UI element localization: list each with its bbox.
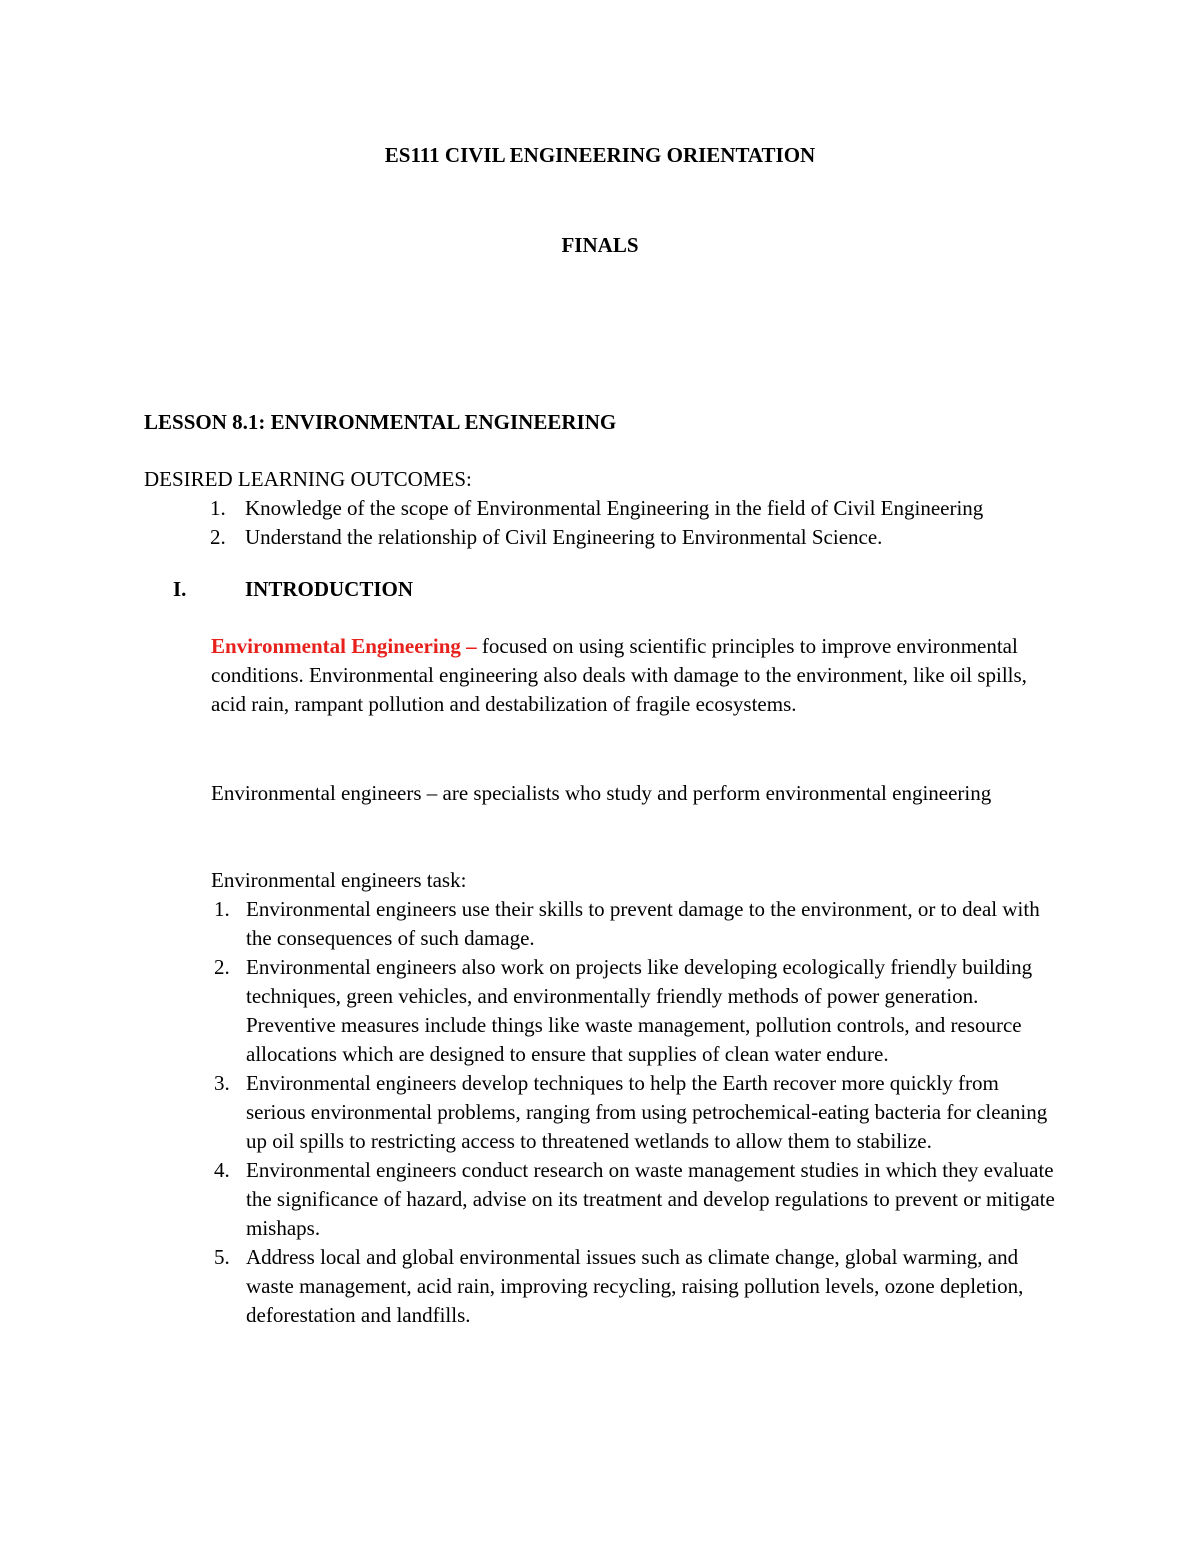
definition-term: Environmental Engineering – — [211, 634, 477, 658]
lesson-title: LESSON 8.1: ENVIRONMENTAL ENGINEERING — [144, 410, 617, 434]
definition-paragraph — [211, 632, 1041, 719]
outcome-item — [144, 523, 1104, 552]
task-text: Address local and global environmental issues such as climate change, global warming, and waste management, acid rain, improving recycling, raising pollution levels, ozone depletion, deforestation and landfills. — [246, 1245, 1024, 1327]
outcome-number: 2. — [210, 525, 226, 549]
definition-text: focused on using scientific principles to improve environmental conditions. Environmental engineering also deals with damage to the environment, like oil spills, acid rain, rampant pollution and destabilization of fragile ecosystems. — [211, 634, 1027, 716]
task-number: 3. — [214, 1071, 230, 1095]
task-text: Environmental engineers develop techniques to help the Earth recover more quickly from serious environmental problems, ranging from using petrochemical-eating bacteria for cleaning up oil spills to restricting access to threatened wetlands to allow them to stabilize. — [246, 1071, 1048, 1153]
course-title: ES111 CIVIL ENGINEERING ORIENTATION — [384, 143, 816, 167]
task-item — [211, 1156, 1061, 1243]
outcomes-list — [144, 494, 1104, 552]
outcome-item — [144, 494, 1104, 523]
task-number: 4. — [214, 1158, 230, 1182]
tasks-label: Environmental engineers task: — [211, 868, 467, 892]
outcomes-label: DESIRED LEARNING OUTCOMES: — [144, 467, 472, 491]
outcome-text: Knowledge of the scope of Environmental Engineering in the field of Civil Engineering — [245, 496, 984, 520]
engineers-definition: Environmental engineers – are specialists who study and perform environmental engineering — [211, 781, 992, 805]
section-title: INTRODUCTION — [245, 577, 414, 601]
task-item — [211, 1243, 1061, 1330]
task-text: Environmental engineers use their skills to prevent damage to the environment, or to deal with the consequences of such damage. — [246, 897, 1040, 950]
term-heading: FINALS — [561, 233, 639, 257]
task-item — [211, 953, 1061, 1069]
section-number: I. — [173, 577, 187, 601]
task-item — [211, 1069, 1061, 1156]
task-text: Environmental engineers conduct research on waste management studies in which they evaluate the significance of hazard, advise on its treatment and develop regulations to prevent or mitigate mishaps. — [246, 1158, 1055, 1240]
task-item — [211, 895, 1061, 953]
task-number: 5. — [214, 1245, 230, 1269]
task-number: 2. — [214, 955, 230, 979]
outcome-text: Understand the relationship of Civil Engineering to Environmental Science. — [245, 525, 883, 549]
outcome-number: 1. — [210, 496, 226, 520]
task-text: Environmental engineers also work on projects like developing ecologically friendly building techniques, green vehicles, and environmentally friendly methods of power generation. Preventive measures include things like waste management, pollution controls, and resource allocations which are designed to ensure that supplies of clean water endure. — [246, 955, 1033, 1066]
task-number: 1. — [214, 897, 230, 921]
tasks-list — [211, 895, 1061, 1330]
